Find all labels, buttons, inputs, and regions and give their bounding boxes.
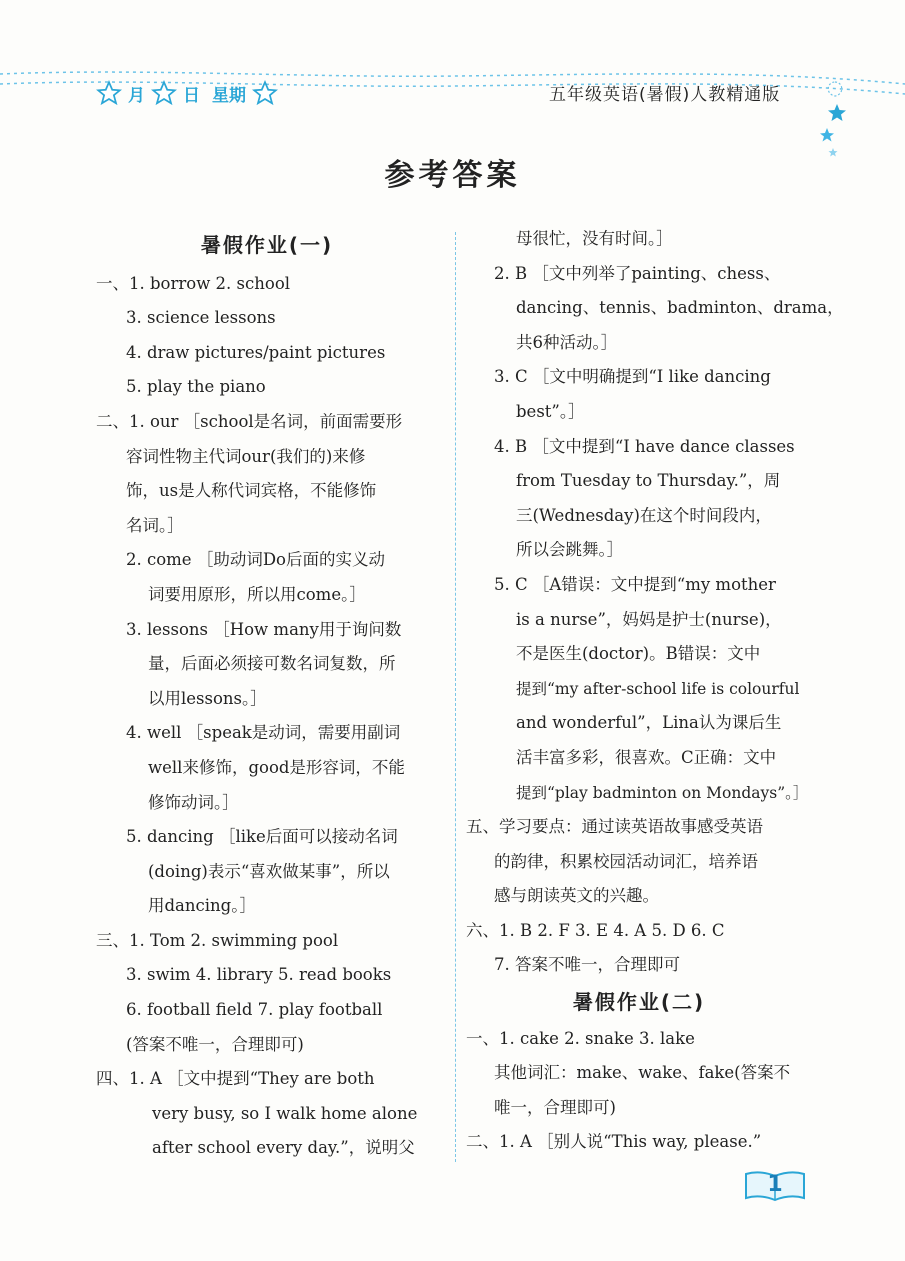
answer-line: 用dancing。］	[148, 896, 256, 916]
answer-line: 4. well ［speak是动词，需要用副词	[126, 723, 401, 743]
answer-line: 三、1. Tom 2. swimming pool	[96, 930, 339, 950]
right-column	[466, 222, 844, 1160]
answer-line: 2. B ［文中列举了painting、chess、	[494, 263, 781, 283]
answer-line: and wonderful”，Lina认为课后生	[516, 713, 782, 733]
answer-line: 饰，us是人称代词宾格，不能修饰	[126, 481, 377, 501]
answer-line: very busy, so I walk home alone	[152, 1103, 418, 1123]
page-title: 参考答案	[384, 158, 521, 193]
answer-line: 量，后面必须接可数名词复数，所	[148, 654, 396, 674]
answer-line: 一、1. borrow 2. school	[96, 273, 291, 293]
answer-line: 所以会跳舞。］	[516, 540, 624, 560]
answer-line: 共6种活动。］	[516, 332, 618, 352]
answer-line: 3. C ［文中明确提到“I like dancing	[494, 367, 771, 387]
answer-line: 5. C ［A错误：文中提到“my mother	[494, 574, 776, 594]
answer-line: from Tuesday to Thursday.”，周	[516, 471, 781, 491]
answer-line: (doing)表示“喜欢做某事”，所以	[148, 861, 390, 881]
star-icon	[252, 80, 278, 106]
answer-line: 四、1. A ［文中提到“They are both	[96, 1069, 375, 1089]
weekday-label: 星期	[212, 85, 246, 106]
answer-line: 唯一，合理即可)	[494, 1097, 616, 1117]
answer-line: 3. swim 4. library 5. read books	[126, 965, 392, 985]
answer-line: 3. lessons ［How many用于询问数	[126, 619, 402, 639]
answer-line: 二、1. A ［别人说“This way, please.”	[466, 1132, 762, 1152]
answer-line: 不是医生(doctor)。B错误：文中	[516, 644, 761, 664]
answer-line: 一、1. cake 2. snake 3. lake	[466, 1028, 695, 1048]
answer-line: 三(Wednesday)在这个时间段内，	[516, 505, 772, 525]
section-title-2: 暑假作业(二)	[572, 990, 706, 1015]
column-divider	[455, 232, 456, 1162]
answer-line: dancing、tennis、badminton、drama，	[516, 298, 844, 318]
page-number-badge	[742, 1168, 808, 1204]
answer-line: 修饰动词。］	[148, 792, 239, 812]
answer-line: 其他词汇：make、wake、fake(答案不	[494, 1063, 791, 1083]
star-icon	[151, 80, 177, 106]
answer-line: 名词。］	[126, 515, 184, 535]
answer-line: 5. dancing ［like后面可以接动名词	[126, 827, 398, 847]
answer-line: 母很忙，没有时间。］	[516, 229, 673, 248]
star-icon	[96, 80, 122, 106]
answer-line: 感与朗读英文的兴趣。	[494, 886, 659, 906]
answer-line: 五、学习要点：通过读英语故事感受英语	[466, 817, 763, 837]
answer-line: 的韵律，积累校园活动词汇，培养语	[494, 851, 758, 871]
answer-line: is a nurse”，妈妈是护士(nurse)，	[516, 609, 782, 629]
answer-line: 2. come ［助动词Do后面的实义动	[126, 550, 385, 570]
answer-line: 提到“my after-school life is colourful	[516, 679, 800, 698]
answer-line: after school every day.”，说明父	[152, 1138, 415, 1158]
answer-line: 二、1. our ［school是名词，前面需要形	[96, 411, 403, 431]
answer-line: 以用lessons。］	[148, 688, 267, 708]
answer-line: 5. play the piano	[126, 377, 266, 397]
month-label: 月	[128, 85, 145, 106]
date-fields	[96, 80, 278, 106]
answer-line: 4. draw pictures/paint pictures	[126, 342, 386, 362]
answer-line: 活丰富多彩，很喜欢。C正确：文中	[516, 747, 777, 767]
day-label: 日	[183, 85, 200, 106]
answer-line: (答案不唯一，合理即可)	[126, 1034, 304, 1054]
answer-line: 7. 答案不唯一，合理即可	[494, 955, 680, 975]
section-title-1: 暑假作业(一)	[200, 233, 334, 257]
book-title: 五年级英语(暑假)人教精通版	[549, 85, 781, 105]
answer-line: 6. football field 7. play football	[126, 1000, 383, 1020]
answer-line: 容词性物主代词our(我们的)来修	[126, 446, 366, 466]
answer-line: 词要用原形，所以用come。］	[148, 584, 366, 604]
left-column	[96, 228, 448, 1166]
answer-line: 4. B ［文中提到“I have dance classes	[494, 436, 795, 456]
answer-line: well来修饰，good是形容词，不能	[148, 757, 405, 777]
answer-line: 3. science lessons	[126, 308, 276, 328]
answer-line: 提到“play badminton on Mondays”。］	[516, 783, 809, 802]
page-number: 1	[767, 1172, 783, 1197]
answer-line: 六、1. B 2. F 3. E 4. A 5. D 6. C	[466, 920, 725, 940]
answer-line: best”。］	[516, 401, 585, 421]
